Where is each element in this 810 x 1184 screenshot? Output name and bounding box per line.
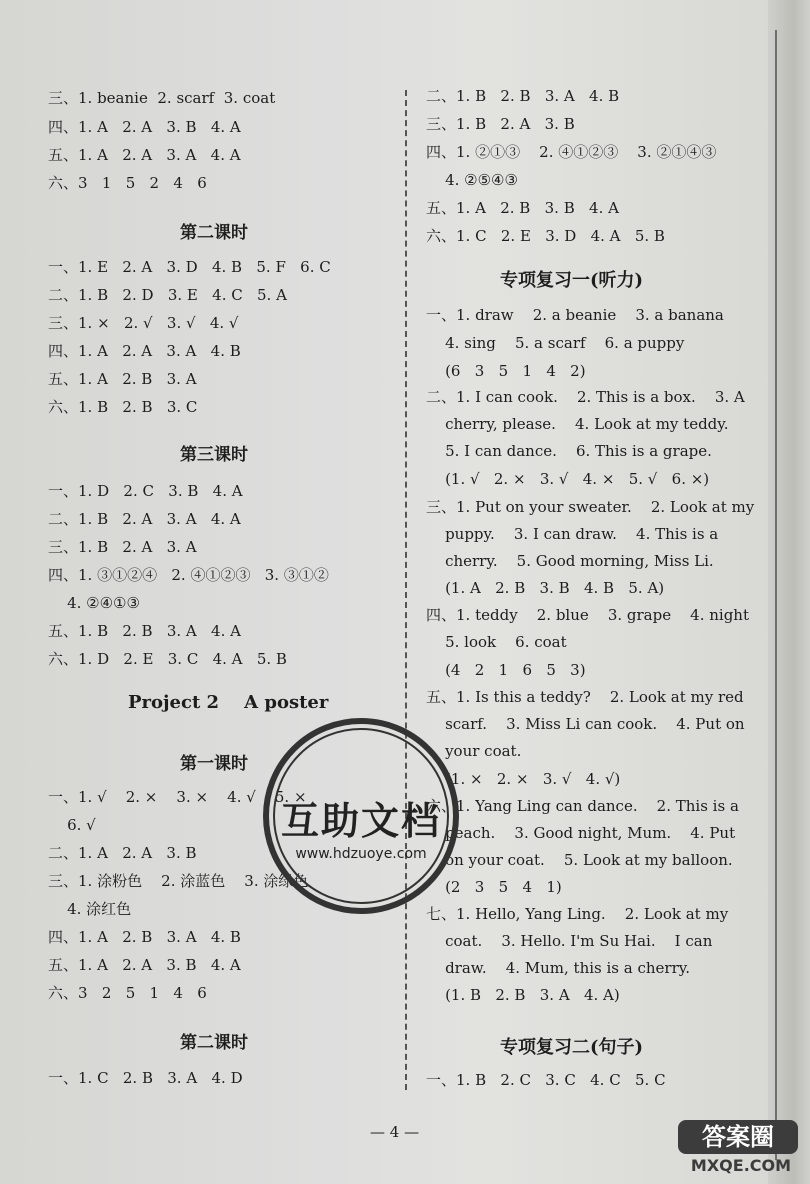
answer-line: cherry, please. 4. Look at my teddy. [426, 415, 729, 433]
answer-line: 三、1. Put on your sweater. 2. Look at my [426, 498, 755, 516]
answer-line: 6. √ [48, 816, 96, 834]
answer-line: 二、1. B 2. A 3. A 4. A [48, 510, 241, 528]
answer-line: 四、1. A 2. B 3. A 4. B [48, 928, 241, 946]
answer-line: 五、1. A 2. A 3. A 4. A [48, 146, 241, 164]
answer-line: 四、1. ③①②④ 2. ④①②③ 3. ③①② [48, 566, 329, 584]
answer-line: 二、1. I can cook. 2. This is a box. 3. A [426, 388, 745, 406]
answer-line: 五、1. A 2. B 3. A [48, 370, 197, 388]
answer-line: cherry. 5. Good morning, Miss Li. [426, 552, 714, 570]
answer-line: 4. sing 5. a scarf 6. a puppy [426, 334, 685, 352]
answer-line: (1. A 2. B 3. B 4. B 5. A) [426, 579, 665, 597]
answer-line: (1. √ 2. × 3. √ 4. × 5. √ 6. ×) [426, 470, 710, 488]
answer-line: 四、1. A 2. A 3. A 4. B [48, 342, 241, 360]
watermark-badge: 答案圈 [678, 1120, 798, 1154]
answer-line: 四、1. ②①③ 2. ④①②③ 3. ②①④③ [426, 143, 717, 161]
section-heading: 专项复习一(听力) [500, 270, 644, 291]
answer-line: (1. B 2. B 3. A 4. A) [426, 986, 620, 1004]
answer-line: 4. ②④①③ [48, 594, 140, 612]
section-heading: 第一课时 [180, 754, 248, 774]
column-divider [405, 90, 407, 1090]
answer-line: 二、1. B 2. D 3. E 4. C 5. A [48, 286, 287, 304]
answer-line: 六、1. B 2. B 3. C [48, 398, 198, 416]
section-heading: 第二课时 [180, 223, 248, 243]
answer-line: 三、1. B 2. A 3. A [48, 538, 197, 556]
answer-line: draw. 4. Mum, this is a cherry. [426, 959, 691, 977]
answer-line: 三、1. × 2. √ 3. √ 4. √ [48, 314, 239, 332]
answer-line: 一、1. draw 2. a beanie 3. a banana [426, 306, 724, 324]
answer-line: 六、3 2 5 1 4 6 [48, 984, 207, 1002]
answer-line: puppy. 3. I can draw. 4. This is a [426, 525, 719, 543]
answer-line: 一、1. E 2. A 3. D 4. B 5. F 6. C [48, 258, 331, 276]
stamp-title: 互助文档 [281, 799, 442, 843]
page-number: — 4 — [370, 1123, 420, 1141]
corner-watermark [678, 1120, 804, 1180]
binding-edge [775, 30, 777, 1160]
answer-line: (2 3 5 4 1) [426, 878, 562, 896]
watermark-stamp [263, 718, 459, 914]
stamp-url: www.hdzuoye.com [295, 846, 427, 862]
section-heading: 第二课时 [180, 1033, 248, 1053]
section-heading: 第三课时 [180, 445, 248, 465]
answer-line: 五、1. Is this a teddy? 2. Look at my red [426, 688, 744, 706]
answer-line: 五、1. A 2. A 3. B 4. A [48, 956, 241, 974]
answer-line: 5. I can dance. 6. This is a grape. [426, 442, 712, 460]
section-heading: Project 2 A poster [128, 692, 329, 713]
answer-line: 四、1. teddy 2. blue 3. grape 4. night [426, 606, 749, 624]
answer-line: peach. 3. Good night, Mum. 4. Put [426, 824, 736, 842]
section-heading: 专项复习二(句子) [500, 1037, 644, 1058]
answer-line: 五、1. A 2. B 3. B 4. A [426, 199, 619, 217]
answer-line: 三、1. 涂粉色 2. 涂蓝色 3. 涂绿色 [48, 872, 309, 890]
answer-line: 4. 涂红色 [48, 900, 132, 918]
answer-line: (1. × 2. × 3. √ 4. √) [426, 770, 621, 788]
answer-line: coat. 3. Hello. I'm Su Hai. I can [426, 932, 713, 950]
answer-line: 4. ②⑤④③ [426, 171, 518, 189]
answer-line: 七、1. Hello, Yang Ling. 2. Look at my [426, 905, 729, 923]
answer-line: (4 2 1 6 5 3) [426, 661, 586, 679]
answer-line: 一、1. D 2. C 3. B 4. A [48, 482, 243, 500]
answer-line: 三、1. beanie 2. scarf 3. coat [48, 89, 276, 107]
answer-line: 六、1. C 2. E 3. D 4. A 5. B [426, 227, 665, 245]
answer-line: 五、1. B 2. B 3. A 4. A [48, 622, 241, 640]
answer-line: 六、1. D 2. E 3. C 4. A 5. B [48, 650, 287, 668]
answer-line: 一、1. C 2. B 3. A 4. D [48, 1069, 243, 1087]
answer-line: 二、1. B 2. B 3. A 4. B [426, 87, 620, 105]
answer-line: 一、1. B 2. C 3. C 4. C 5. C [426, 1071, 666, 1089]
answer-line: 四、1. A 2. A 3. B 4. A [48, 118, 241, 136]
answer-line: 六、1. Yang Ling can dance. 2. This is a [426, 797, 739, 815]
answer-line: on your coat. 5. Look at my balloon. [426, 851, 733, 869]
answer-line: your coat. [426, 742, 522, 760]
answer-line: 三、1. B 2. A 3. B [426, 115, 575, 133]
answer-line: (6 3 5 1 4 2) [426, 362, 586, 380]
answer-line: 二、1. A 2. A 3. B [48, 844, 197, 862]
answer-line: 一、1. √ 2. × 3. × 4. √ 5. × [48, 788, 307, 806]
answer-line: 5. look 6. coat [426, 633, 567, 651]
answer-line: scarf. 3. Miss Li can cook. 4. Put on [426, 715, 745, 733]
watermark-site: MXQE.COM [690, 1156, 792, 1175]
answer-line: 六、3 1 5 2 4 6 [48, 174, 207, 192]
